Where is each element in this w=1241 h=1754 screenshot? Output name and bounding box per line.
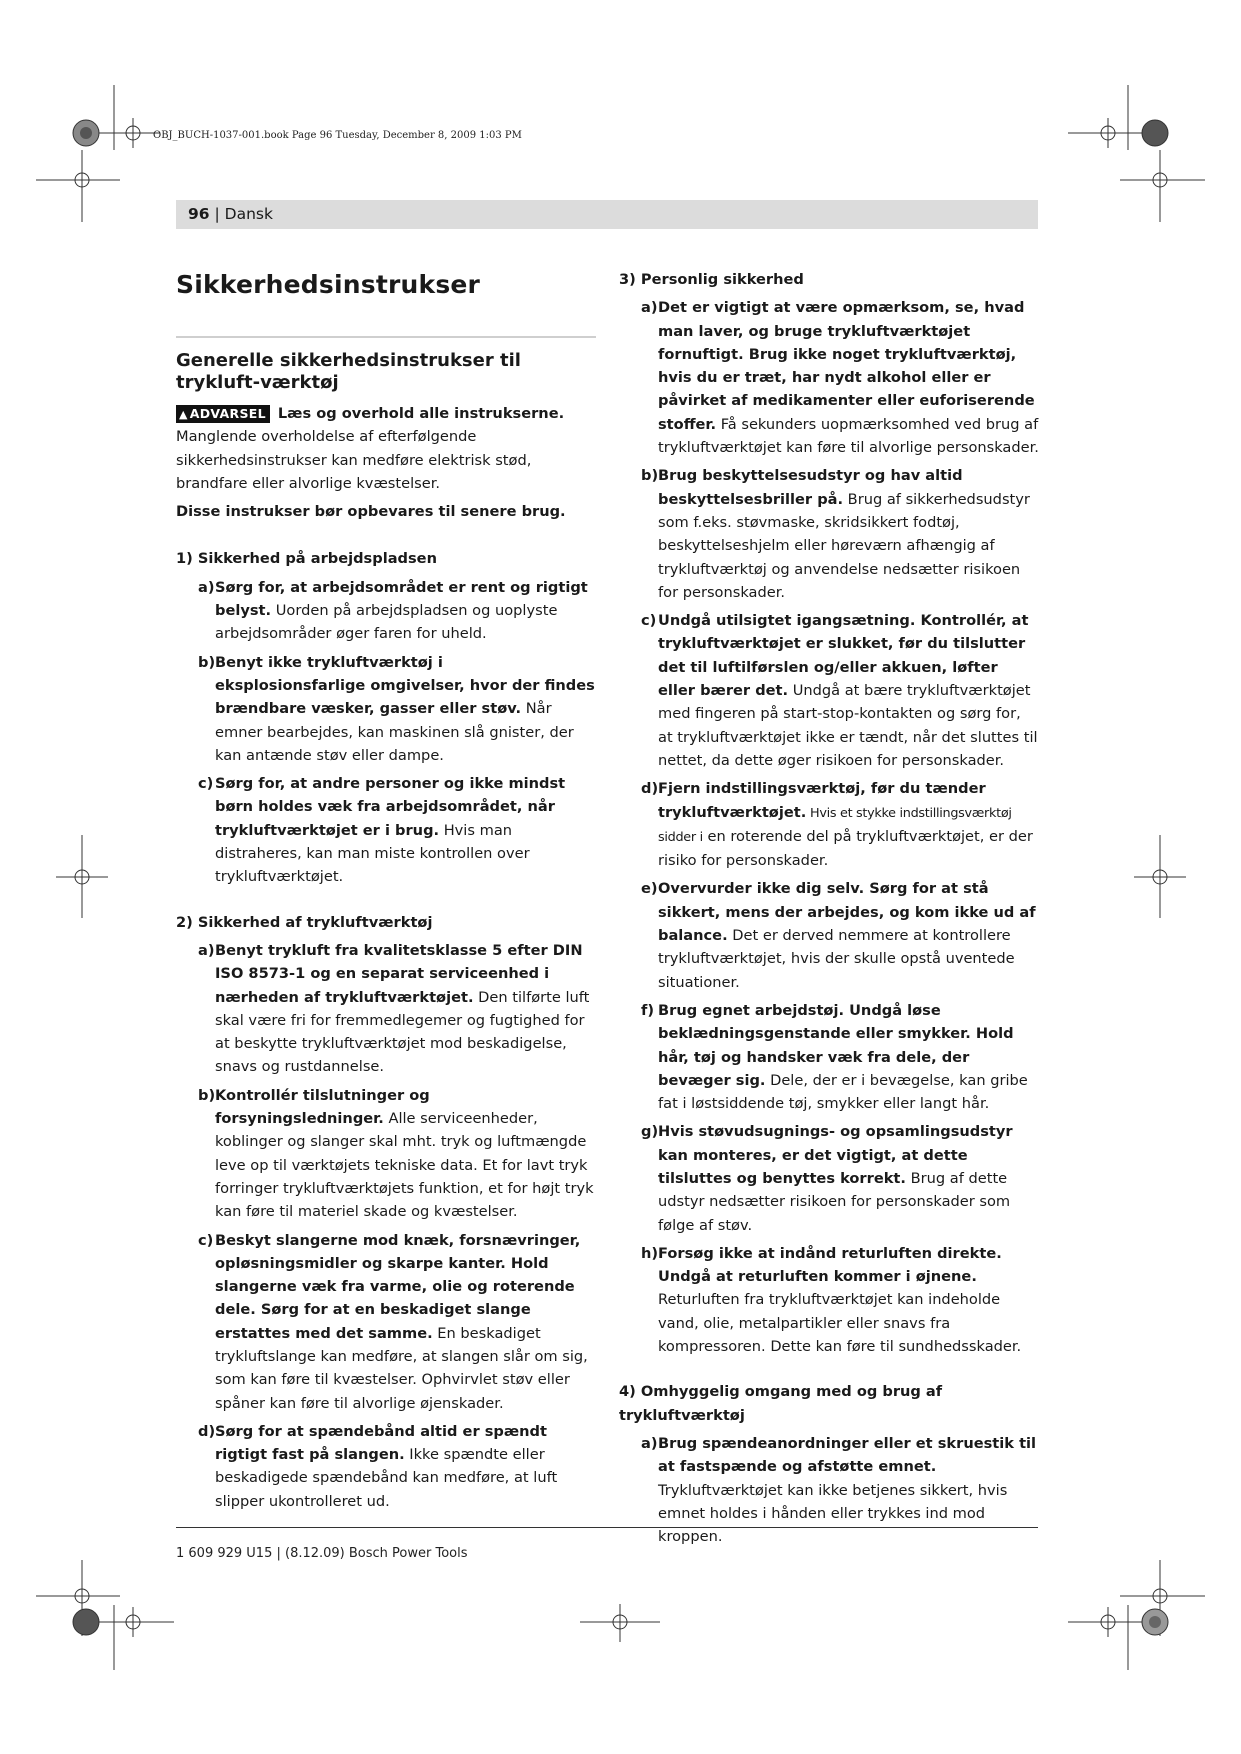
title-divider xyxy=(176,336,596,338)
list-item xyxy=(619,1242,1039,1358)
item-bold: Kontrollér tilslutninger og forsyningsledninger. xyxy=(215,1086,430,1128)
list-item xyxy=(619,777,1039,872)
item-label: h) xyxy=(641,1244,659,1262)
item-text: Brug af dette udstyr nedsætter risikoen for personskader som følge af støv. xyxy=(658,1169,1011,1234)
list-item xyxy=(176,1229,596,1415)
section-title: 3) Personlig sikkerhed xyxy=(619,271,804,288)
list-item xyxy=(619,296,1039,459)
header-section: Dansk xyxy=(224,205,273,223)
warning-paragraph xyxy=(176,402,596,495)
item-bold: Fjern indstillingsværktøj, før du tænder trykluftværktøjet. xyxy=(658,780,986,821)
item-label: b) xyxy=(198,1086,216,1104)
item-bold: Benyt ikke trykluftværktøj i eksplosionsfarlige omgivelser, hvor der findes brændbare væsker, gasser eller støv. xyxy=(215,653,595,718)
list-item xyxy=(176,651,596,767)
item-bold: Benyt trykluft fra kvalitetsklasse 5 efter DIN ISO 8573-1 og en separat serviceenhed i nærheden af trykluftværktøjet. xyxy=(215,941,583,1006)
warning-text: Manglende overholdelse af efterfølgende sikkerhedsinstrukser kan medføre elektrisk stød, brandfare eller alvorlige kvæstelser. xyxy=(176,428,532,492)
list-item xyxy=(176,939,596,1079)
item-text: Få sekunders uopmærksomhed ved brug af trykluftværktøjet kan føre til alvorlige personskader. xyxy=(658,415,1039,457)
page-header xyxy=(176,200,1038,229)
list-item xyxy=(176,772,596,888)
list-item xyxy=(619,464,1039,604)
footer-divider xyxy=(176,1527,1038,1528)
item-label: c) xyxy=(198,1231,214,1249)
item-text: En beskadiget trykluftslange kan medføre, at slangen slår om sig, som kan føre til kvæstelser. Ophvirvlet støv eller spåner kan føre til alvorlige øjenskader. xyxy=(215,1324,588,1412)
item-label: a) xyxy=(198,578,215,596)
section-heading: Generelle sikkerhedsinstrukser til trykluft-værktøj xyxy=(176,350,521,393)
item-label: e) xyxy=(641,880,658,898)
list-item xyxy=(619,609,1039,772)
item-bold: Sørg for at spændebånd altid er spændt rigtigt fast på slangen. xyxy=(215,1422,547,1464)
list-item xyxy=(619,999,1039,1115)
list-item xyxy=(619,1432,1039,1548)
page-title: Sikkerhedsinstrukser xyxy=(176,270,481,299)
item-text: Brug af sikkerhedsudstyr som f.eks. støvmaske, skridsikkert fodtøj, beskyttelseshjelm eller høreværn afhængig af trykluftværktøj og anvendelse nedsætter risikoen for personskader. xyxy=(658,490,1030,601)
item-label: b) xyxy=(641,467,659,485)
item-bold: Det er vigtigt at være opmærksom, se, hvad man laver, og bruge trykluftværktøjet fornuftigt. Brug ikke noget trykluftværktøj, hvis du er træt, har nydt alkohol eller er påvirket af medikamenter eller euforiserende stoffer. xyxy=(658,299,1035,433)
item-label: c) xyxy=(641,612,657,630)
item-bold: Sørg for, at andre personer og ikke mindst børn holdes væk fra arbejdsområdet, når trykluftværktøjet er i brug. xyxy=(215,775,566,839)
item-bold: Brug egnet arbejdstøj. Undgå løse beklædningsgenstande eller smykker. Hold hår, tøj og handsker væk fra dele, der bevæger sig. xyxy=(658,1001,1014,1089)
item-label: d) xyxy=(641,780,659,798)
keep-note: Disse instrukser bør opbevares til senere brug. xyxy=(176,503,566,521)
item-label: f) xyxy=(641,1001,655,1019)
section-title: 2) Sikkerhed af trykluftværktøj xyxy=(176,913,433,931)
list-item xyxy=(619,877,1039,993)
warning-triangle-icon: ▲ xyxy=(179,408,188,421)
item-text: en roterende del på trykluftværktøjet, er der risiko for personskader. xyxy=(658,827,1033,870)
item-text: Det er derved nemmere at kontrollere trykluftværktøjet, hvis der skulle opstå uventede situationer. xyxy=(658,927,1015,991)
list-item xyxy=(176,1420,596,1513)
item-text: Trykluftværktøjet kan ikke betjenes sikkert, hvis emnet holdes i hånden eller trykkes ind mod kroppen. xyxy=(658,1481,1008,1546)
item-text: Hvis man distraheres, kan man miste kontrollen over trykluftværktøjet. xyxy=(215,821,530,886)
item-bold: Overvurder ikke dig selv. Sørg for at stå sikkert, mens der arbejdes, og kom ikke ud af balance. xyxy=(658,880,1036,945)
warning-bold-text: Læs og overhold alle instrukserne. xyxy=(277,405,565,422)
left-column xyxy=(176,262,596,1518)
page-number: 96 xyxy=(188,205,210,223)
item-small-text: Hvis et stykke indstillingsværktøj sidder i xyxy=(658,805,1012,845)
item-bold: Forsøg ikke at indånd returluften direkte. Undgå at returluften kommer i øjnene. xyxy=(658,1244,1002,1286)
page-footer: 1 609 929 U15 | (8.12.09) Bosch Power Tools xyxy=(176,1546,468,1561)
item-text: Ikke spændte eller beskadigede spændebånd kan medføre, at luft slipper ukontrolleret ud. xyxy=(215,1446,558,1510)
item-text: Returluften fra trykluftværktøjet kan indeholde vand, olie, metalpartikler eller snavs fra kompressoren. Dette kan føre til sundhedsskader. xyxy=(658,1291,1022,1356)
item-label: g) xyxy=(641,1123,659,1141)
item-bold: Brug spændeanordninger eller et skruestik til at fastspænde og afstøtte emnet. xyxy=(658,1434,1037,1476)
slug-line: OBJ_BUCH-1037-001.book Page 96 Tuesday, December 8, 2009 1:03 PM xyxy=(153,130,522,141)
header-separator: | xyxy=(209,205,225,223)
list-item xyxy=(619,1120,1039,1236)
section-title: 4) Omhyggelig omgang med og brug af trykluftværktøj xyxy=(619,1383,943,1424)
item-label: d) xyxy=(198,1422,216,1440)
item-label: b) xyxy=(198,653,216,671)
item-bold: Sørg for, at arbejdsområdet er rent og rigtigt belyst. xyxy=(215,578,588,620)
item-text: Alle serviceenheder, koblinger og slanger skal mht. tryk og luftmængde leve op til værktøjets tekniske data. Et for lavt tryk forringer trykluftværktøjets funktion, et for højt tryk kan føre til materiel skade og kvæstelser. xyxy=(215,1110,594,1221)
list-item xyxy=(176,1084,596,1224)
warning-badge xyxy=(176,405,270,423)
item-text: Den tilførte luft skal være fri for fremmedlegemer og fugtighed for at beskytte trykluftværktøjet mod beskadigelse, snavs og rustdannelse. xyxy=(215,988,590,1076)
item-label: a) xyxy=(641,299,658,317)
section-title: 1) Sikkerhed på arbejdspladsen xyxy=(176,550,437,568)
warning-badge-label: ADVARSEL xyxy=(189,406,266,421)
item-text: Når emner bearbejdes, kan maskinen slå gnister, der kan antænde støv eller dampe. xyxy=(215,700,574,764)
item-bold: Brug beskyttelsesudstyr og hav altid beskyttelsesbriller på. xyxy=(658,467,963,508)
item-label: a) xyxy=(641,1434,658,1452)
item-bold: Hvis støvudsugnings- og opsamlingsudstyr kan monteres, er det vigtigt, at dette tilsluttes og benyttes korrekt. xyxy=(658,1123,1013,1187)
right-column xyxy=(619,262,1039,1553)
item-bold: Beskyt slangerne mod knæk, forsnævringer, opløsningsmidler og skarpe kanter. Hold slangerne væk fra varme, olie og roterende dele. Sørg for at en beskadiget slange erstattes med det samme. xyxy=(215,1231,581,1342)
item-text: Uorden på arbejdspladsen og uoplyste arbejdsområder øger faren for uheld. xyxy=(215,602,558,643)
item-text: Undgå at bære trykluftværktøjet med fingeren på start-stop-kontakten og sørg for, at trykluftværktøjet ikke er tændt, når det sluttes til nettet, da dette øger risikoen for personskader. xyxy=(658,682,1038,769)
item-label: c) xyxy=(198,775,214,793)
item-bold: Undgå utilsigtet igangsætning. Kontrollér, at trykluftværktøjet er slukket, før du tilslutter det til luftilførslen og/eller akkuen, løfter eller bærer det. xyxy=(658,612,1029,700)
list-item xyxy=(176,576,596,646)
item-text: Dele, der er i bevægelse, kan gribe fat i løstsiddende tøj, smykker eller langt hår. xyxy=(658,1071,1028,1113)
item-label: a) xyxy=(198,941,215,959)
